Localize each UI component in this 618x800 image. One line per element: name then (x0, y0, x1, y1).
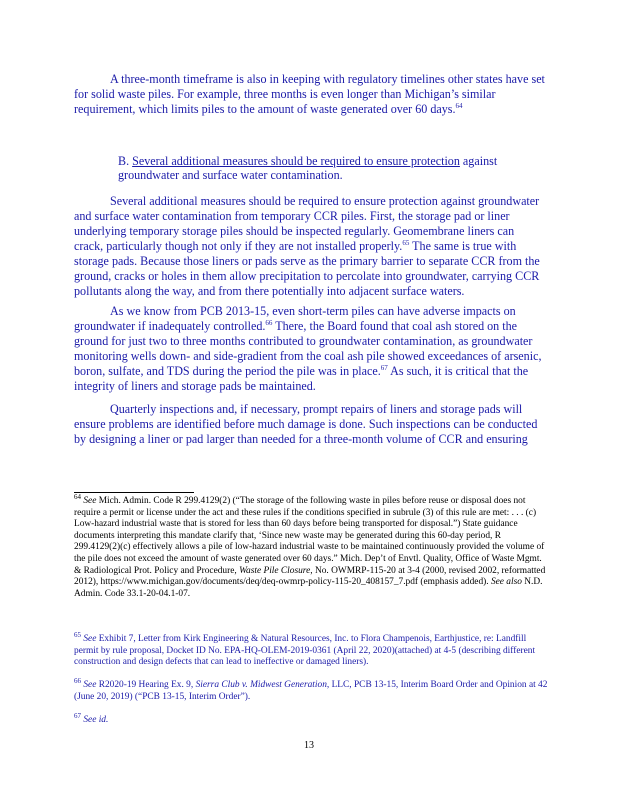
paragraph-text: As we know from PCB 2013-15, even short-term piles can have adverse impacts on groundwater if inadequately controlled. (74, 304, 516, 333)
page-number: 13 (304, 740, 314, 751)
paragraph-text: Quarterly inspections and, if necessary, prompt repairs of liners and storage pads will ensure problems are identified before much damage is done. Such inspections can be conducted by designing a liner or pad larger than needed for a three-month volume of CCR and ensuring (74, 402, 538, 446)
footnote-number: 64 (74, 492, 81, 501)
footnote-number: 66 (74, 676, 81, 685)
doc-title: Waste Pile Closure (239, 565, 311, 576)
heading-rest-text: against groundwater and surface water contamination. (118, 154, 498, 182)
citation-signal: See (83, 680, 97, 690)
footnote-text: See id. (83, 715, 109, 725)
footnote-ref: 67 (380, 363, 388, 372)
heading-underlined-text: Several additional measures should be required to ensure protection (132, 154, 460, 168)
footnote-67 (74, 711, 548, 727)
footnote-number: 67 (74, 711, 81, 720)
footnote-text: N.D. Admin. Code 33.1-20-04.1-07. (74, 577, 543, 599)
footnote-text: Mich. Admin. Code R 299.4129(2) (“The storage of the following waste in piles before reuse or disposal does not require a permit or license under the act and these rules if the conditions specified in subrule (3) of this rule are met: . . . (c) Low-hazard industrial waste that is stored for less than 60 days before being transported for disposal.”) State guidance documents interpreting this mandate clarify that, ‘Since new waste may be generated during this 60-day period, R 299.4129(2)(c) effectively allows a pile of low-hazard industrial waste to be maintained continuously provided the volume of the pile does not exceed the amount of waste generated over 60 days.” Mich. Dep’t of Envtl. Quality, Office of Waste Mgmt. & Radiological Prot. Policy and Procedure, (74, 496, 545, 576)
citation-signal: See (83, 496, 97, 506)
footnote-64 (74, 492, 548, 600)
footnote-ref: 66 (265, 318, 273, 327)
heading-label: B. (118, 154, 130, 168)
footnote-text: , LLC, PCB 13-15, Interim Board Order and Opinion at 42 (June 20, 2019) (“PCB 13-15, Interim Order”). (74, 680, 548, 702)
footnote-ref: 64 (455, 101, 463, 110)
footnote-text: R2020-19 Hearing Ex. 9, (96, 680, 196, 690)
footnote-number: 65 (74, 630, 81, 639)
paragraph-text: The same is true with storage pads. Because those liners or pads serve as the primary barrier to separate CCR from the ground, cracks or holes in them allow precipitation to percolate into groundwater, carrying CCR pollutants along the way, and from there potentially into adjacent surface waters. (74, 239, 540, 298)
paragraph-inspection (74, 194, 546, 299)
paragraph-text: Several additional measures should be required to ensure protection against groundwater and surface water contamination from temporary CCR piles. First, the storage pad or liner underlying temporary storage piles should be inspected regularly. Geomembrane liners can crack, particularly though not only if they are not installed properly. (74, 194, 540, 253)
paragraph-pcb-case (74, 304, 546, 394)
footnote-text: Exhibit 7, Letter from Kirk Engineering & Natural Resources, Inc. to Flora Champenois, Earthjustice, re: Landfill permit by rule proposal, Docket ID No. EPA-HQ-OLEM-2019-0361 (April 22, 2020)(attached) at 4-5 (describing different construction and design defects that can lead to ineffective or damaged liners). (74, 634, 536, 668)
paragraph-text: As such, it is critical that the integrity of liners and storage pads be maintained. (74, 364, 529, 393)
paragraph-timeframe (74, 72, 546, 117)
paragraph-quarterly (74, 402, 546, 447)
footnote-separator (74, 492, 194, 493)
footnote-65 (74, 630, 548, 669)
footnote-text: , No. OWMRP-115-20 at 3-4 (2000, revised 2002, reformatted 2012), https://www.michigan.gov/documents/deq/deq-owmrp-policy-115-20_408157_7.pdf (emphasis added). (74, 565, 546, 588)
citation-signal: See (83, 634, 97, 644)
footnote-ref: 65 (402, 238, 410, 247)
paragraph-text: A three-month timeframe is also in keeping with regulatory timelines other states have set for solid waste piles. For example, three months is even longer than Michigan’s similar requirement, which limits piles to the amount of waste generated over 60 days. (74, 72, 545, 116)
section-heading (118, 154, 550, 182)
case-name: Sierra Club v. Midwest Generation (195, 680, 327, 690)
footnote-66 (74, 676, 548, 703)
paragraph-text: There, the Board found that coal ash stored on the ground for just two to three months contributed to groundwater contamination, as groundwater monitoring wells down- and side-gradient from the coal ash pile showed exceedances of arsenic, boron, sulfate, and TDS during the period the pile was in place. (74, 319, 542, 378)
citation-signal: See also (490, 577, 522, 588)
